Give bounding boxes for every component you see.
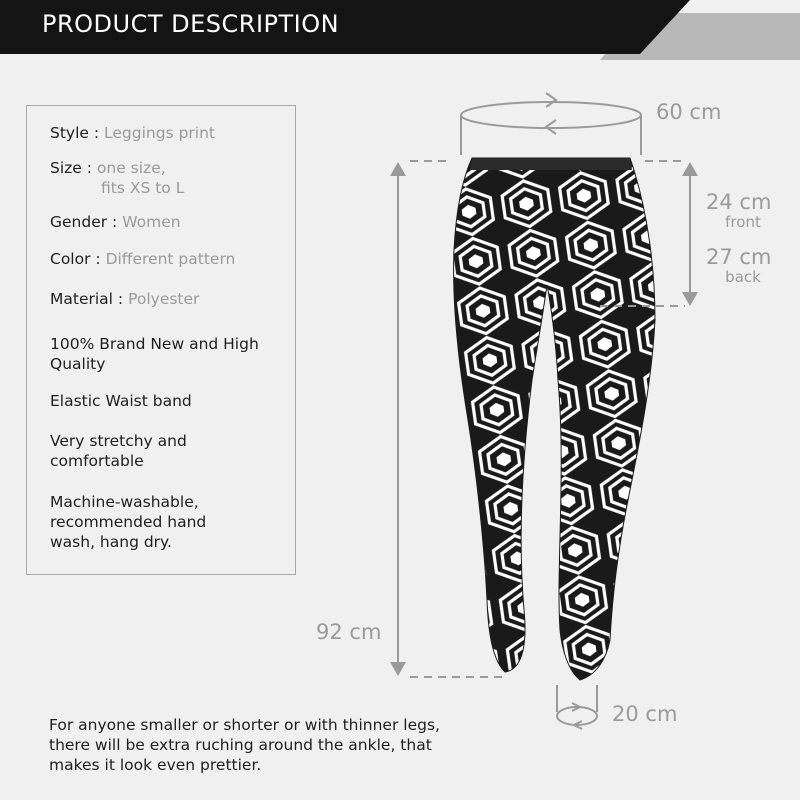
feature-item: 100% Brand New and High Quality: [50, 335, 259, 373]
ankle-measurement: 20 cm: [612, 702, 678, 726]
rise-back-label: back: [725, 268, 761, 286]
spec-gender-value: Women: [122, 213, 181, 231]
spec-style-value: Leggings print: [104, 124, 215, 142]
spec-size-label: Size :: [50, 159, 92, 177]
spec-style-label: Style :: [50, 124, 100, 142]
spec-gender-label: Gender :: [50, 213, 118, 231]
waist-measurement: 60 cm: [656, 100, 722, 124]
feature-item: Elastic Waist band: [50, 392, 192, 410]
leggings-image: [454, 158, 655, 680]
feature-item: Very stretchy and comfortable: [50, 432, 187, 470]
page-title: PRODUCT DESCRIPTION: [42, 10, 340, 38]
spec-size-value-line2: fits XS to L: [101, 179, 185, 197]
spec-size-value-line1: one size,: [96, 159, 166, 177]
waistband: [470, 158, 632, 170]
spec-color-value: Different pattern: [105, 250, 236, 268]
rise-front-label: front: [725, 213, 761, 231]
fit-note: For anyone smaller or shorter or with thinner legs, there will be extra ruching around the ankle, that makes it look even prettier.: [49, 716, 440, 774]
rise-front-measurement: 24 cm: [706, 190, 772, 214]
circular-arrows-icon: [461, 93, 641, 155]
spec-material-value: Polyester: [128, 290, 200, 308]
feature-item: Machine-washable, recommended hand wash, hang dry.: [50, 493, 207, 551]
spec-material-label: Material :: [50, 290, 124, 308]
rise-back-measurement: 27 cm: [706, 245, 772, 269]
rotate-arrows-icon: [557, 685, 597, 729]
spec-color-label: Color :: [50, 250, 101, 268]
length-measurement: 92 cm: [316, 620, 382, 644]
